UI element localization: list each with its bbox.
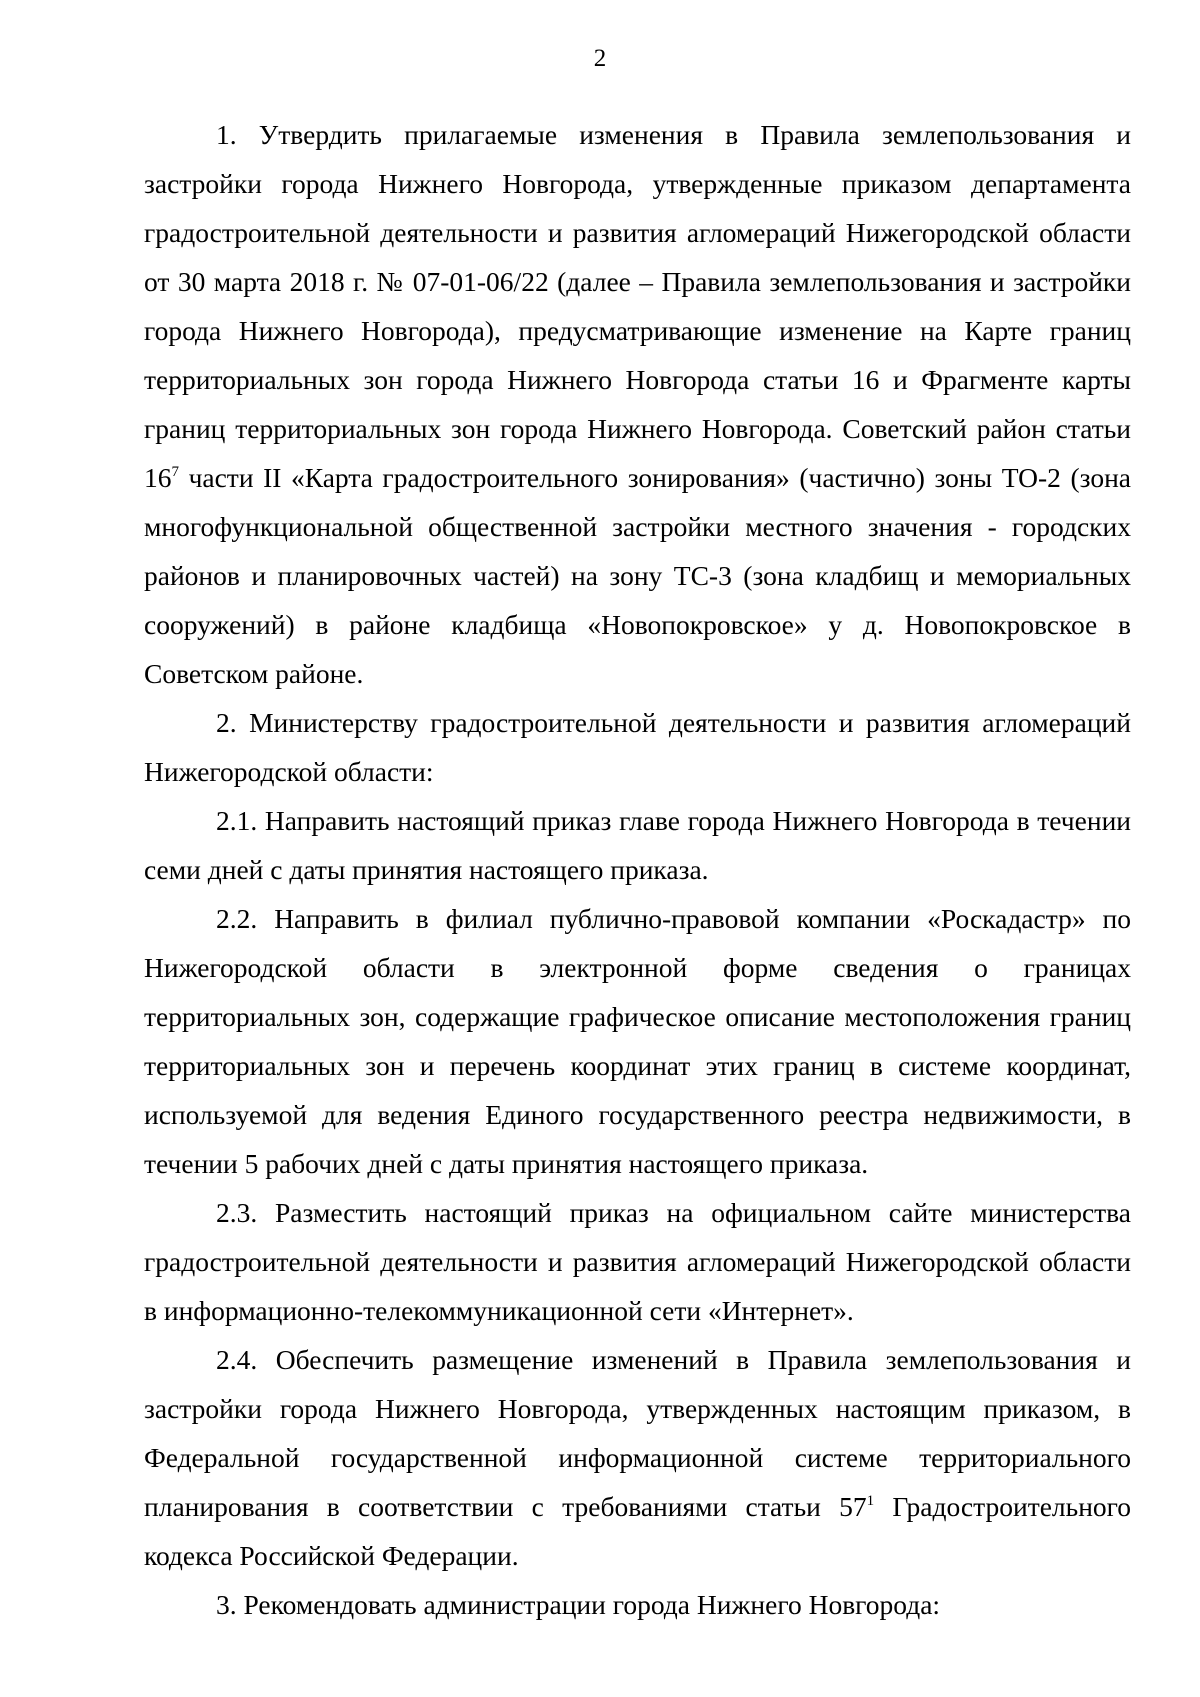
paragraph-2-4-text-continued: Градостроительного кодекса Российской Федерации. — [144, 1491, 1132, 1571]
paragraph-2: 2. Министерству градостроительной деятельности и развития агломераций Нижегородской области: — [144, 707, 1131, 787]
paragraph-2-1: 2.1. Направить настоящий приказ главе города Нижнего Новгорода в течении семи дней с даты принятия настоящего приказа. — [144, 805, 1131, 885]
superscript-7: 7 — [171, 464, 179, 480]
document-body — [144, 110, 1131, 1629]
paragraph-1-text-continued: части II «Карта градостроительного зонирования» (частично) зоны ТО-2 (зона многофункциональной общественной застройки местного значения - городских районов и планировочных частей) на зону ТС-3 (зона кладбищ и мемориальных сооружений) в районе кладбища «Новопокровское» у д. Новопокровское в Советском районе. — [144, 462, 1131, 689]
paragraph-1 — [144, 110, 1131, 698]
page-number: 2 — [593, 45, 607, 72]
paragraph-3: 3. Рекомендовать администрации города Нижнего Новгорода: — [216, 1589, 941, 1620]
paragraph-2-2: 2.2. Направить в филиал публично-правовой компании «Роскадастр» по Нижегородской области в электронной форме сведения о границах территориальных зон, содержащие графическое описание местоположения границ территориальных зон и перечень координат этих границ в системе координат, используемой для ведения Единого государственного реестра недвижимости, в течении 5 рабочих дней с даты принятия настоящего приказа. — [144, 903, 1131, 1179]
paragraph-2-4-text: 2.4. Обеспечить размещение изменений в Правила землепользования и застройки города Нижнего Новгорода, утвержденных настоящим приказом, в Федеральной государственной информационной системе территориального планирования в соответствии с требованиями статьи 57 — [144, 1344, 1131, 1522]
paragraph-1-text: 1. Утвердить прилагаемые изменения в Правила землепользования и застройки города Нижнего Новгорода, утвержденные приказом департамента градостроительной деятельности и развития агломераций Нижегородской области от 30 марта 2018 г. № 07-01-06/22 (далее – Правила землепользования и застройки города Нижнего Новгорода), предусматривающие изменение на Карте границ территориальных зон города Нижнего Новгорода статьи 16 и Фрагменте карты границ территориальных зон города Нижнего Новгорода. Советский район статьи 16 — [144, 119, 1131, 493]
superscript-1: 1 — [866, 1493, 875, 1509]
paragraph-2-3: 2.3. Разместить настоящий приказ на официальном сайте министерства градостроительной деятельности и развития агломераций Нижегородской области в информационно-телекоммуникационной сети «Интернет». — [144, 1197, 1131, 1326]
paragraph-2-4 — [144, 1335, 1131, 1580]
